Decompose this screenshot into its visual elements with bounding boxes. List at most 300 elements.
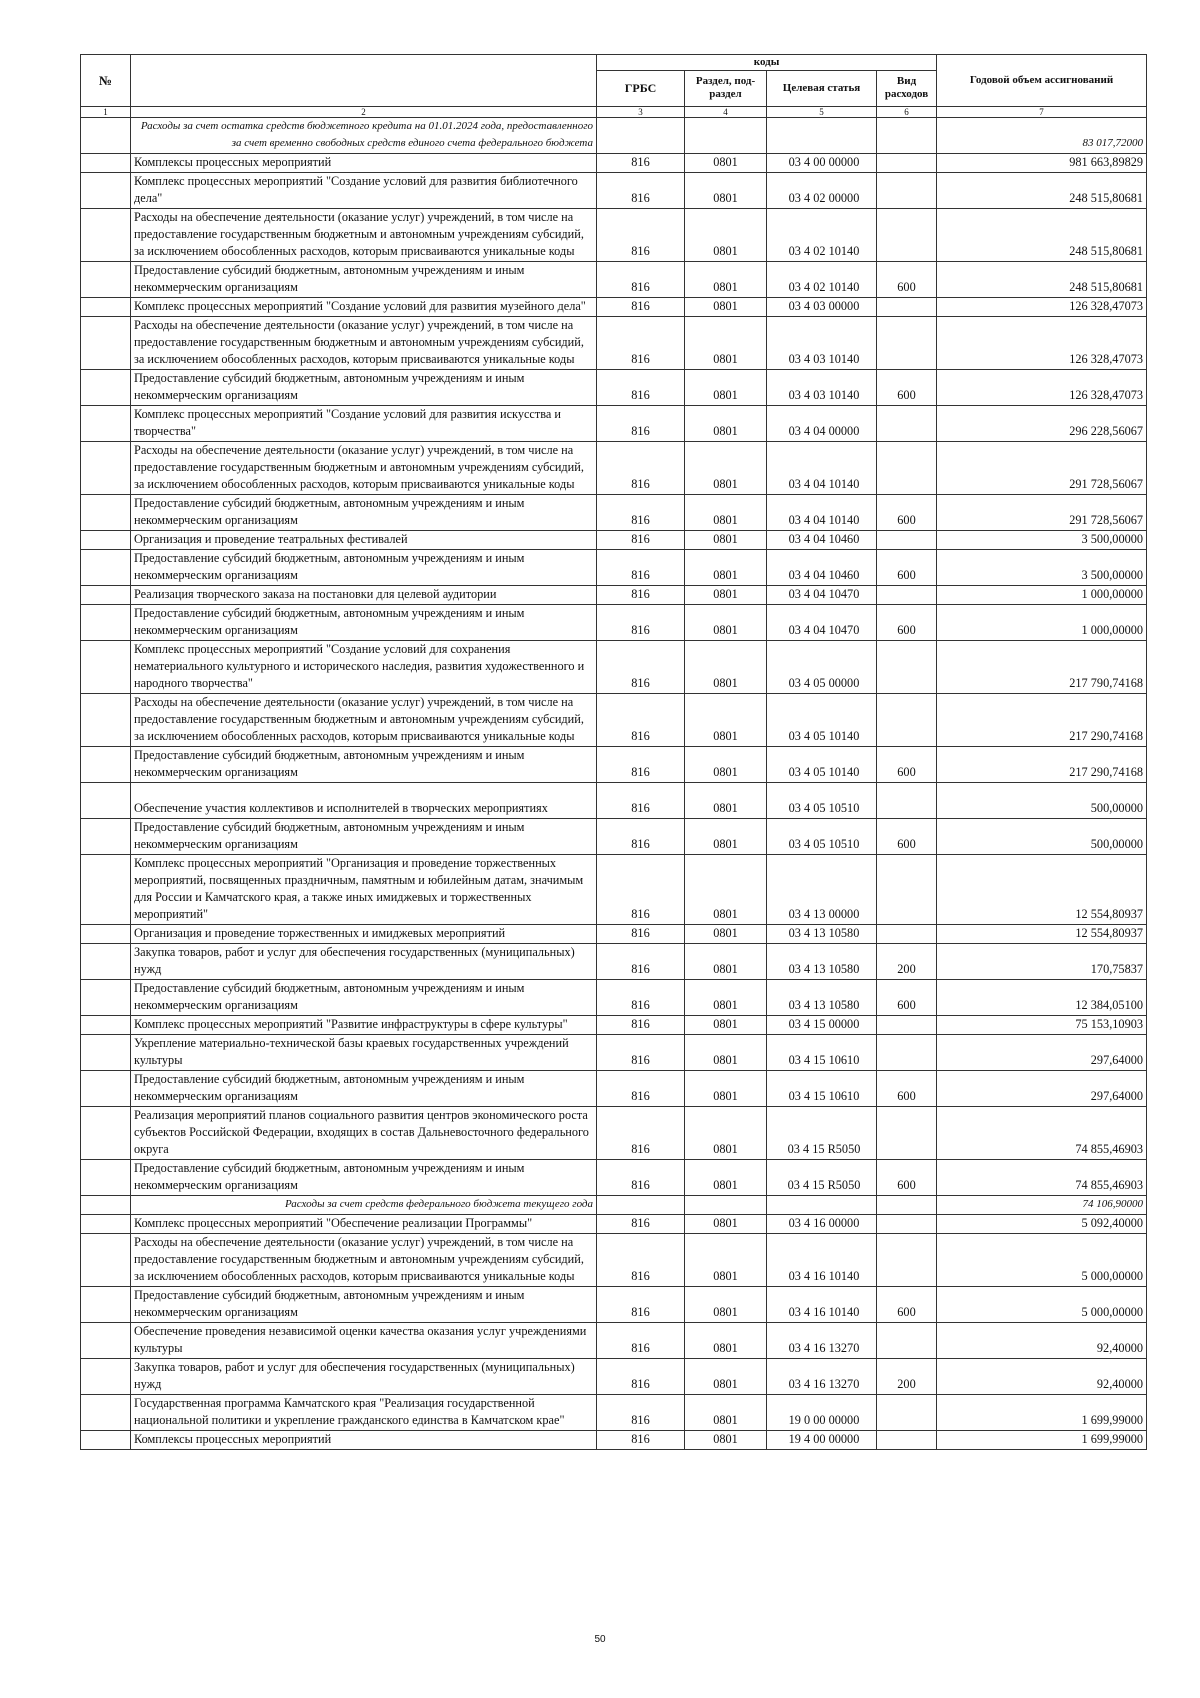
cell-cel: 03 4 03 00000 bbox=[767, 298, 877, 317]
cell-razd: 0801 bbox=[685, 550, 767, 586]
cell-razd: 0801 bbox=[685, 298, 767, 317]
table-row bbox=[81, 605, 1147, 641]
cell-name: Расходы на обеспечение деятельности (оказание услуг) учреждений, в том числе на предоставление государственным бюджетным и автономным учреждениям субсидий, за исключением обособленных расходов, которым присваиваются уникальные коды bbox=[131, 442, 597, 495]
cell-cel: 03 4 02 00000 bbox=[767, 173, 877, 209]
cell-cel: 03 4 04 10470 bbox=[767, 586, 877, 605]
cell-no bbox=[81, 747, 131, 783]
cell-name: Расходы за счет остатка средств бюджетного кредита на 01.01.2024 года, предоставленного за счет временно свободных средств единого счета федерального бюджета bbox=[131, 118, 597, 154]
table-row bbox=[81, 1234, 1147, 1287]
table-row bbox=[81, 944, 1147, 980]
cell-sum: 126 328,47073 bbox=[937, 370, 1147, 406]
cell-vid: 600 bbox=[877, 550, 937, 586]
cell-name: Предоставление субсидий бюджетным, автономным учреждениям и иным некоммерческим организациям bbox=[131, 1071, 597, 1107]
cell-grbs: 816 bbox=[597, 819, 685, 855]
cell-vid bbox=[877, 298, 937, 317]
cell-sum: 1 000,00000 bbox=[937, 605, 1147, 641]
cell-razd: 0801 bbox=[685, 855, 767, 925]
cell-grbs: 816 bbox=[597, 586, 685, 605]
cell-vid bbox=[877, 694, 937, 747]
cell-razd: 0801 bbox=[685, 944, 767, 980]
table-row bbox=[81, 550, 1147, 586]
cell-no bbox=[81, 495, 131, 531]
table-row bbox=[81, 370, 1147, 406]
cell-vid: 600 bbox=[877, 1160, 937, 1196]
table-row bbox=[81, 694, 1147, 747]
cell-no bbox=[81, 173, 131, 209]
cell-no bbox=[81, 641, 131, 694]
table-row bbox=[81, 1107, 1147, 1160]
cell-razd: 0801 bbox=[685, 1160, 767, 1196]
cell-vid bbox=[877, 1196, 937, 1215]
cell-razd: 0801 bbox=[685, 495, 767, 531]
cell-razd: 0801 bbox=[685, 1107, 767, 1160]
cell-sum: 217 290,74168 bbox=[937, 747, 1147, 783]
cell-name: Расходы за счет средств федерального бюджета текущего года bbox=[131, 1196, 597, 1215]
cell-sum: 500,00000 bbox=[937, 819, 1147, 855]
cell-sum: 1 699,99000 bbox=[937, 1431, 1147, 1450]
cell-sum: 5 092,40000 bbox=[937, 1215, 1147, 1234]
cell-cel: 03 4 16 10140 bbox=[767, 1234, 877, 1287]
cell-name: Комплекс процессных мероприятий "Обеспечение реализации Программы" bbox=[131, 1215, 597, 1234]
cell-name: Закупка товаров, работ и услуг для обеспечения государственных (муниципальных) нужд bbox=[131, 944, 597, 980]
cell-razd: 0801 bbox=[685, 262, 767, 298]
table-row bbox=[81, 118, 1147, 154]
cell-grbs: 816 bbox=[597, 1035, 685, 1071]
cell-grbs: 816 bbox=[597, 495, 685, 531]
cell-grbs: 816 bbox=[597, 298, 685, 317]
cell-vid bbox=[877, 531, 937, 550]
table-row bbox=[81, 1287, 1147, 1323]
budget-table bbox=[80, 54, 1147, 1450]
cell-no bbox=[81, 298, 131, 317]
cell-name: Расходы на обеспечение деятельности (оказание услуг) учреждений, в том числе на предоставление государственным бюджетным и автономным учреждениям субсидий, за исключением обособленных расходов, которым присваиваются уникальные коды bbox=[131, 694, 597, 747]
cell-sum: 12 554,80937 bbox=[937, 855, 1147, 925]
cell-razd: 0801 bbox=[685, 1234, 767, 1287]
cell-razd bbox=[685, 1196, 767, 1215]
cell-vid bbox=[877, 442, 937, 495]
cell-sum: 296 228,56067 bbox=[937, 406, 1147, 442]
cell-razd: 0801 bbox=[685, 694, 767, 747]
header-razdel: Раздел, под-раздел bbox=[685, 71, 767, 107]
cell-grbs: 816 bbox=[597, 1323, 685, 1359]
cell-vid bbox=[877, 855, 937, 925]
cell-no bbox=[81, 1287, 131, 1323]
cell-razd: 0801 bbox=[685, 1215, 767, 1234]
cell-cel: 03 4 15 10610 bbox=[767, 1035, 877, 1071]
cell-name: Комплексы процессных мероприятий bbox=[131, 1431, 597, 1450]
cell-razd: 0801 bbox=[685, 1071, 767, 1107]
cell-sum: 500,00000 bbox=[937, 783, 1147, 819]
cell-razd: 0801 bbox=[685, 980, 767, 1016]
cell-sum: 1 000,00000 bbox=[937, 586, 1147, 605]
cell-sum: 12 384,05100 bbox=[937, 980, 1147, 1016]
table-row bbox=[81, 980, 1147, 1016]
cell-sum: 74 106,90000 bbox=[937, 1196, 1147, 1215]
table-row bbox=[81, 173, 1147, 209]
cell-razd: 0801 bbox=[685, 209, 767, 262]
cell-sum: 74 855,46903 bbox=[937, 1107, 1147, 1160]
header-row-numbers bbox=[81, 107, 1147, 118]
cell-razd: 0801 bbox=[685, 1431, 767, 1450]
cell-name: Реализация творческого заказа на постановки для целевой аудитории bbox=[131, 586, 597, 605]
cell-sum: 170,75837 bbox=[937, 944, 1147, 980]
cell-sum: 83 017,72000 bbox=[937, 118, 1147, 154]
cell-razd: 0801 bbox=[685, 586, 767, 605]
cell-name: Расходы на обеспечение деятельности (оказание услуг) учреждений, в том числе на предоставление государственным бюджетным и автономным учреждениям субсидий, за исключением обособленных расходов, которым присваиваются уникальные коды bbox=[131, 317, 597, 370]
cell-grbs: 816 bbox=[597, 1359, 685, 1395]
cell-razd: 0801 bbox=[685, 154, 767, 173]
table-row bbox=[81, 209, 1147, 262]
cell-vid bbox=[877, 1431, 937, 1450]
cell-vid: 600 bbox=[877, 495, 937, 531]
table-row bbox=[81, 1323, 1147, 1359]
cell-no bbox=[81, 1234, 131, 1287]
cell-no bbox=[81, 605, 131, 641]
cell-no bbox=[81, 1160, 131, 1196]
table-row bbox=[81, 1431, 1147, 1450]
table-row bbox=[81, 442, 1147, 495]
cell-cel: 03 4 05 00000 bbox=[767, 641, 877, 694]
header-name bbox=[131, 55, 597, 107]
cell-vid bbox=[877, 118, 937, 154]
cell-cel: 03 4 02 10140 bbox=[767, 209, 877, 262]
cell-sum: 5 000,00000 bbox=[937, 1234, 1147, 1287]
cell-no bbox=[81, 1431, 131, 1450]
cell-razd bbox=[685, 118, 767, 154]
table-row bbox=[81, 925, 1147, 944]
cell-no bbox=[81, 925, 131, 944]
header-vid: Вид расходов bbox=[877, 71, 937, 107]
cell-name: Предоставление субсидий бюджетным, автономным учреждениям и иным некоммерческим организациям bbox=[131, 819, 597, 855]
cell-cel: 03 4 05 10510 bbox=[767, 783, 877, 819]
cell-name: Организация и проведение торжественных и имиджевых мероприятий bbox=[131, 925, 597, 944]
cell-vid bbox=[877, 1395, 937, 1431]
cell-sum: 3 500,00000 bbox=[937, 550, 1147, 586]
cell-vid bbox=[877, 641, 937, 694]
table-row bbox=[81, 1215, 1147, 1234]
cell-cel: 03 4 04 10470 bbox=[767, 605, 877, 641]
cell-cel: 03 4 05 10510 bbox=[767, 819, 877, 855]
cell-grbs: 816 bbox=[597, 783, 685, 819]
cell-cel: 03 4 16 13270 bbox=[767, 1359, 877, 1395]
cell-vid bbox=[877, 925, 937, 944]
cell-cel: 03 4 13 10580 bbox=[767, 944, 877, 980]
cell-vid bbox=[877, 1215, 937, 1234]
cell-grbs: 816 bbox=[597, 1431, 685, 1450]
cell-grbs: 816 bbox=[597, 173, 685, 209]
cell-name: Государственная программа Камчатского края "Реализация государственной национальной политики и укрепление гражданского единства в Камчатском крае" bbox=[131, 1395, 597, 1431]
cell-sum: 248 515,80681 bbox=[937, 262, 1147, 298]
cell-grbs: 816 bbox=[597, 980, 685, 1016]
table-row bbox=[81, 783, 1147, 819]
cell-grbs: 816 bbox=[597, 262, 685, 298]
header-grbs: ГРБС bbox=[597, 71, 685, 107]
table-row bbox=[81, 1196, 1147, 1215]
col-num-4: 4 bbox=[685, 107, 767, 118]
cell-razd: 0801 bbox=[685, 819, 767, 855]
cell-razd: 0801 bbox=[685, 442, 767, 495]
cell-sum: 3 500,00000 bbox=[937, 531, 1147, 550]
cell-no bbox=[81, 1071, 131, 1107]
cell-vid bbox=[877, 1234, 937, 1287]
cell-no bbox=[81, 406, 131, 442]
cell-name: Расходы на обеспечение деятельности (оказание услуг) учреждений, в том числе на предоставление государственным бюджетным и автономным учреждениям субсидий, за исключением обособленных расходов, которым присваиваются уникальные коды bbox=[131, 209, 597, 262]
cell-cel: 03 4 15 R5050 bbox=[767, 1107, 877, 1160]
cell-sum: 217 290,74168 bbox=[937, 694, 1147, 747]
cell-vid: 600 bbox=[877, 605, 937, 641]
cell-cel: 03 4 13 00000 bbox=[767, 855, 877, 925]
cell-razd: 0801 bbox=[685, 406, 767, 442]
cell-vid bbox=[877, 317, 937, 370]
cell-grbs: 816 bbox=[597, 406, 685, 442]
cell-vid bbox=[877, 1035, 937, 1071]
cell-grbs: 816 bbox=[597, 442, 685, 495]
cell-sum: 981 663,89829 bbox=[937, 154, 1147, 173]
cell-grbs: 816 bbox=[597, 531, 685, 550]
cell-no bbox=[81, 550, 131, 586]
cell-name: Расходы на обеспечение деятельности (оказание услуг) учреждений, в том числе на предоставление государственным бюджетным и автономным учреждениям субсидий, за исключением обособленных расходов, которым присваиваются уникальные коды bbox=[131, 1234, 597, 1287]
cell-name: Предоставление субсидий бюджетным, автономным учреждениям и иным некоммерческим организациям bbox=[131, 1287, 597, 1323]
cell-cel: 03 4 16 00000 bbox=[767, 1215, 877, 1234]
table-row bbox=[81, 406, 1147, 442]
cell-no bbox=[81, 1016, 131, 1035]
cell-grbs: 816 bbox=[597, 1215, 685, 1234]
cell-cel: 03 4 13 10580 bbox=[767, 925, 877, 944]
cell-razd: 0801 bbox=[685, 1287, 767, 1323]
cell-no bbox=[81, 1215, 131, 1234]
col-num-1: 1 bbox=[81, 107, 131, 118]
cell-name: Предоставление субсидий бюджетным, автономным учреждениям и иным некоммерческим организациям bbox=[131, 550, 597, 586]
cell-cel: 03 4 04 10140 bbox=[767, 442, 877, 495]
cell-vid bbox=[877, 1016, 937, 1035]
col-num-7: 7 bbox=[937, 107, 1147, 118]
cell-name: Комплекс процессных мероприятий "Создание условий для развития музейного дела" bbox=[131, 298, 597, 317]
cell-cel: 03 4 15 10610 bbox=[767, 1071, 877, 1107]
cell-no bbox=[81, 317, 131, 370]
cell-cel: 03 4 05 10140 bbox=[767, 747, 877, 783]
cell-cel: 03 4 02 10140 bbox=[767, 262, 877, 298]
cell-grbs: 816 bbox=[597, 550, 685, 586]
table-row bbox=[81, 586, 1147, 605]
table-row bbox=[81, 298, 1147, 317]
cell-vid: 200 bbox=[877, 1359, 937, 1395]
cell-sum: 126 328,47073 bbox=[937, 298, 1147, 317]
cell-grbs: 816 bbox=[597, 1160, 685, 1196]
cell-grbs: 816 bbox=[597, 317, 685, 370]
cell-vid: 600 bbox=[877, 980, 937, 1016]
cell-vid bbox=[877, 154, 937, 173]
cell-no bbox=[81, 819, 131, 855]
cell-name: Укрепление материально-технической базы краевых государственных учреждений культуры bbox=[131, 1035, 597, 1071]
cell-sum: 291 728,56067 bbox=[937, 442, 1147, 495]
table-row bbox=[81, 641, 1147, 694]
cell-grbs bbox=[597, 1196, 685, 1215]
cell-grbs: 816 bbox=[597, 1234, 685, 1287]
cell-razd: 0801 bbox=[685, 1395, 767, 1431]
table-row bbox=[81, 1071, 1147, 1107]
cell-name: Предоставление субсидий бюджетным, автономным учреждениям и иным некоммерческим организациям bbox=[131, 370, 597, 406]
cell-cel: 19 0 00 00000 bbox=[767, 1395, 877, 1431]
cell-grbs: 816 bbox=[597, 944, 685, 980]
cell-name: Обеспечение участия коллективов и исполнителей в творческих мероприятиях bbox=[131, 783, 597, 819]
cell-sum: 75 153,10903 bbox=[937, 1016, 1147, 1035]
cell-cel: 03 4 04 10460 bbox=[767, 531, 877, 550]
cell-grbs: 816 bbox=[597, 370, 685, 406]
cell-grbs: 816 bbox=[597, 1071, 685, 1107]
table-row bbox=[81, 531, 1147, 550]
cell-cel: 03 4 16 13270 bbox=[767, 1323, 877, 1359]
cell-no bbox=[81, 1359, 131, 1395]
cell-no bbox=[81, 1395, 131, 1431]
cell-no bbox=[81, 1196, 131, 1215]
cell-grbs: 816 bbox=[597, 605, 685, 641]
cell-cel: 19 4 00 00000 bbox=[767, 1431, 877, 1450]
cell-vid: 600 bbox=[877, 747, 937, 783]
cell-grbs bbox=[597, 118, 685, 154]
cell-grbs: 816 bbox=[597, 209, 685, 262]
header-codes: коды bbox=[597, 55, 937, 71]
cell-vid bbox=[877, 586, 937, 605]
cell-razd: 0801 bbox=[685, 747, 767, 783]
cell-no bbox=[81, 855, 131, 925]
cell-sum: 92,40000 bbox=[937, 1359, 1147, 1395]
cell-name: Комплекс процессных мероприятий "Создание условий для развития библиотечного дела" bbox=[131, 173, 597, 209]
cell-vid: 600 bbox=[877, 819, 937, 855]
cell-name: Предоставление субсидий бюджетным, автономным учреждениям и иным некоммерческим организациям bbox=[131, 980, 597, 1016]
cell-razd: 0801 bbox=[685, 641, 767, 694]
cell-vid: 200 bbox=[877, 944, 937, 980]
cell-cel: 03 4 04 00000 bbox=[767, 406, 877, 442]
cell-vid bbox=[877, 209, 937, 262]
header-celevaya: Целевая статья bbox=[767, 71, 877, 107]
cell-cel bbox=[767, 118, 877, 154]
cell-no bbox=[81, 262, 131, 298]
cell-no bbox=[81, 980, 131, 1016]
cell-no bbox=[81, 154, 131, 173]
cell-name: Предоставление субсидий бюджетным, автономным учреждениям и иным некоммерческим организациям bbox=[131, 495, 597, 531]
cell-no bbox=[81, 1035, 131, 1071]
cell-sum: 5 000,00000 bbox=[937, 1287, 1147, 1323]
cell-cel: 03 4 15 00000 bbox=[767, 1016, 877, 1035]
cell-name: Организация и проведение театральных фестивалей bbox=[131, 531, 597, 550]
cell-cel: 03 4 13 10580 bbox=[767, 980, 877, 1016]
cell-grbs: 816 bbox=[597, 1107, 685, 1160]
cell-razd: 0801 bbox=[685, 783, 767, 819]
cell-no bbox=[81, 209, 131, 262]
cell-sum: 297,64000 bbox=[937, 1071, 1147, 1107]
cell-name: Предоставление субсидий бюджетным, автономным учреждениям и иным некоммерческим организациям bbox=[131, 605, 597, 641]
cell-sum: 12 554,80937 bbox=[937, 925, 1147, 944]
cell-name: Комплексы процессных мероприятий bbox=[131, 154, 597, 173]
cell-name: Комплекс процессных мероприятий "Организация и проведение торжественных мероприятий, посвященных праздничным, памятным и юбилейным датам, значимым для России и Камчатского края, а также иных имиджевых и торжественных мероприятий" bbox=[131, 855, 597, 925]
cell-sum: 126 328,47073 bbox=[937, 317, 1147, 370]
cell-no bbox=[81, 1107, 131, 1160]
cell-cel: 03 4 03 10140 bbox=[767, 370, 877, 406]
cell-razd: 0801 bbox=[685, 173, 767, 209]
table-row bbox=[81, 154, 1147, 173]
cell-cel: 03 4 05 10140 bbox=[767, 694, 877, 747]
cell-cel: 03 4 16 10140 bbox=[767, 1287, 877, 1323]
cell-sum: 92,40000 bbox=[937, 1323, 1147, 1359]
cell-razd: 0801 bbox=[685, 1016, 767, 1035]
page-number: 50 bbox=[594, 1634, 606, 1645]
table-row bbox=[81, 317, 1147, 370]
cell-no bbox=[81, 783, 131, 819]
cell-cel: 03 4 15 R5050 bbox=[767, 1160, 877, 1196]
col-num-5: 5 bbox=[767, 107, 877, 118]
col-num-6: 6 bbox=[877, 107, 937, 118]
cell-grbs: 816 bbox=[597, 154, 685, 173]
cell-name: Комплекс процессных мероприятий "Создание условий для сохранения нематериального культурного и исторического наследия, развития художественного и народного творчества" bbox=[131, 641, 597, 694]
cell-name: Комплекс процессных мероприятий "Создание условий для развития искусства и творчества" bbox=[131, 406, 597, 442]
cell-cel: 03 4 04 10460 bbox=[767, 550, 877, 586]
cell-vid bbox=[877, 783, 937, 819]
cell-grbs: 816 bbox=[597, 747, 685, 783]
cell-razd: 0801 bbox=[685, 605, 767, 641]
cell-name: Обеспечение проведения независимой оценки качества оказания услуг учреждениями культуры bbox=[131, 1323, 597, 1359]
cell-sum: 291 728,56067 bbox=[937, 495, 1147, 531]
cell-name: Предоставление субсидий бюджетным, автономным учреждениям и иным некоммерческим организациям bbox=[131, 1160, 597, 1196]
cell-razd: 0801 bbox=[685, 1323, 767, 1359]
table-row bbox=[81, 1359, 1147, 1395]
cell-grbs: 816 bbox=[597, 694, 685, 747]
cell-no bbox=[81, 944, 131, 980]
cell-sum: 1 699,99000 bbox=[937, 1395, 1147, 1431]
cell-no bbox=[81, 694, 131, 747]
cell-cel: 03 4 04 10140 bbox=[767, 495, 877, 531]
cell-grbs: 816 bbox=[597, 1016, 685, 1035]
cell-razd: 0801 bbox=[685, 317, 767, 370]
col-num-3: 3 bbox=[597, 107, 685, 118]
cell-cel: 03 4 03 10140 bbox=[767, 317, 877, 370]
cell-sum: 297,64000 bbox=[937, 1035, 1147, 1071]
cell-vid bbox=[877, 1107, 937, 1160]
table-row bbox=[81, 262, 1147, 298]
cell-vid bbox=[877, 1323, 937, 1359]
table-row bbox=[81, 495, 1147, 531]
header-volume: Годовой объем ассигнований bbox=[937, 55, 1147, 107]
cell-sum: 248 515,80681 bbox=[937, 209, 1147, 262]
cell-vid: 600 bbox=[877, 1071, 937, 1107]
table-row bbox=[81, 1035, 1147, 1071]
cell-vid bbox=[877, 173, 937, 209]
cell-grbs: 816 bbox=[597, 855, 685, 925]
table-row bbox=[81, 1395, 1147, 1431]
cell-sum: 74 855,46903 bbox=[937, 1160, 1147, 1196]
cell-name: Комплекс процессных мероприятий "Развитие инфраструктуры в сфере культуры" bbox=[131, 1016, 597, 1035]
cell-razd: 0801 bbox=[685, 1359, 767, 1395]
cell-no bbox=[81, 586, 131, 605]
cell-sum: 217 790,74168 bbox=[937, 641, 1147, 694]
cell-razd: 0801 bbox=[685, 1035, 767, 1071]
cell-razd: 0801 bbox=[685, 531, 767, 550]
cell-no bbox=[81, 531, 131, 550]
cell-razd: 0801 bbox=[685, 925, 767, 944]
cell-vid: 600 bbox=[877, 370, 937, 406]
cell-no bbox=[81, 118, 131, 154]
cell-vid: 600 bbox=[877, 1287, 937, 1323]
cell-no bbox=[81, 370, 131, 406]
table-row bbox=[81, 819, 1147, 855]
cell-grbs: 816 bbox=[597, 1395, 685, 1431]
cell-no bbox=[81, 1323, 131, 1359]
cell-vid: 600 bbox=[877, 262, 937, 298]
cell-razd: 0801 bbox=[685, 370, 767, 406]
col-num-2: 2 bbox=[131, 107, 597, 118]
cell-cel bbox=[767, 1196, 877, 1215]
cell-sum: 248 515,80681 bbox=[937, 173, 1147, 209]
cell-no bbox=[81, 442, 131, 495]
